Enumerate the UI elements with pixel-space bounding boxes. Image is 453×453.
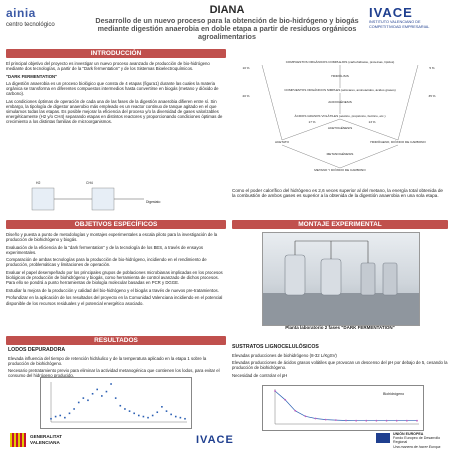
- diagram-pct-6: 13 %: [368, 120, 376, 124]
- objetivo-item: Evaluar el papel desempeñado por los principales grupos de poblaciones microbianas implicadas en los procesos biológicos de producción de biohidrógeno y biogás, como herramienta de control avanzado de dichos procesos. Para ello se pondrá a punto herramientas de biología molecular basadas en PCR y DGGE.: [6, 270, 223, 286]
- lodos-data-point: [64, 417, 66, 419]
- diagram-step-2: ACIDOGÉNESIS: [328, 100, 352, 104]
- lodos-data-point: [78, 402, 80, 404]
- section-objetivos-title: OBJETIVOS ESPECÍFICOS: [6, 220, 226, 229]
- biohidrogeno-data-point: [365, 420, 367, 422]
- lodos-data-point: [180, 417, 182, 419]
- ivace-logo-mark: IVACE: [369, 5, 413, 20]
- objetivo-item: Estudiar la mejora de la producción y calidad del bio-hidrógeno y el biogás a través de nuevos pre-tratamientos.: [6, 287, 219, 293]
- sustratos-item: Elevadas producciones de ácidos grasos volátiles que provocan un descenso del pH por debajo de 5, cesando la producción de biohidrógeno.: [232, 360, 448, 371]
- schema-ch4-label: CH4: [86, 181, 93, 185]
- lodos-data-point: [92, 393, 94, 395]
- intro-paragraph-2: La digestión anaerobia es un proceso biológico que consta de 4 etapas (figura1) durante las cuales la materia orgánica se transforma en diferentes compuestos intermedios hasta convertirse en biogás (metano y dióxido de carbono).: [6, 81, 219, 97]
- sustratos-item: Necesidad de controlar el pH: [232, 372, 288, 378]
- poster-title-block: [82, 4, 372, 42]
- schema-reactor-1: [32, 188, 54, 210]
- gas-meter-2: [383, 263, 397, 295]
- diagram-step-4: METANOGÉNESIS: [326, 152, 354, 156]
- legend-biohidrogeno: Biohidrógeno: [383, 392, 405, 396]
- diagram-arrow-7: [262, 65, 282, 140]
- footer: [0, 430, 453, 453]
- eu-logo-sub: Fondo Europeo de Desarrollo Regional: [393, 436, 441, 445]
- lodos-data-point: [87, 399, 89, 401]
- schema-digestate: Digestato: [146, 200, 161, 204]
- lodos-data-point: [110, 383, 112, 385]
- objetivos-list: [6, 232, 225, 308]
- gas-meter-1: [361, 263, 375, 295]
- biohidrogeno-data-point: [305, 415, 307, 417]
- diagram-arrow-6: [340, 145, 398, 168]
- intro-paragraph-3: Las condiciones óptimas de operación de cada una de las fases de la digestión anaerobia difieren entre sí. Sin embargo, la tipología de digestor anaerobio más empleado es un reactor continuo de tanque agitado en el que simulamos todas las etapas. Es posible mejorar la eficiencia del proceso y/o la diversidad de gases valorizables energéticamente (H2 y/o CH4) separando etapas en distintos reactores y proporcionando condiciones óptimas de crecimiento a los distintas familias de microorganismos.: [6, 99, 223, 125]
- ainia-logo: ainia: [6, 6, 36, 20]
- diagram-node-5: METANO Y DIÓXIDO DE CARBONO: [314, 168, 366, 172]
- gva-logo-text: GENERALITAT VALENCIANA: [30, 434, 62, 445]
- poster-title: DIANA: [209, 4, 245, 16]
- schema-h2-label: H2: [36, 181, 41, 185]
- ivace-logo-sub: INSTITUTO VALENCIANO DE COMPETITIVIDAD EMPRESARIAL: [369, 20, 430, 29]
- lodos-data-point: [184, 418, 186, 420]
- lodos-data-point: [55, 416, 57, 418]
- lodos-chart-points: [50, 383, 186, 419]
- eu-logo-title: UNIÓN EUROPEA: [393, 432, 424, 436]
- diagram-node-4b: HIDRÓGENO, DIÓXIDO DE CARBONO: [370, 140, 426, 144]
- lodos-data-point: [106, 391, 108, 393]
- diagram-step-1: HIDRÓLISIS: [331, 74, 349, 78]
- lodos-data-point: [166, 410, 168, 412]
- biohidrogeno-data-point: [345, 420, 347, 422]
- two-stage-schema: [6, 178, 226, 218]
- diagram-arrow-8: [398, 65, 418, 140]
- biohidrogeno-data-point: [355, 420, 357, 422]
- lodos-data-point: [73, 408, 75, 410]
- bench: [263, 293, 419, 325]
- lab-plant-photo: [262, 232, 420, 326]
- lodos-data-point: [129, 410, 131, 412]
- header: [0, 0, 453, 50]
- intro-dark-fermentation-heading: "DARK FERMENTATION": [6, 73, 58, 79]
- objetivo-item: Profundizar en la aplicación de los resultados del proyecto en la Comunidad Valenciana incidiendo en el potencial disponible de los recursos residuales y el potencial energético asociado.: [6, 295, 223, 306]
- lodos-data-point: [69, 413, 71, 415]
- eu-logo-block: [393, 432, 451, 449]
- biohidrogeno-data-point: [406, 420, 408, 422]
- biohidrogeno-data-point: [416, 420, 418, 422]
- lodos-data-point: [96, 389, 98, 391]
- lodos-data-point: [50, 418, 52, 420]
- lodos-data-point: [170, 414, 172, 416]
- lodos-data-point: [161, 406, 163, 408]
- lodos-data-point: [138, 415, 140, 417]
- diagram-pct-1: 10 %: [242, 66, 250, 70]
- biohidrogeno-data-point: [376, 420, 378, 422]
- intro-text: [6, 61, 225, 127]
- lodos-data-point: [115, 397, 117, 399]
- objetivo-item: Diseño y puesta a punto de metodologías y montajes experimentales a escala piloto para la investigación de la producción de biohidrógeno y biogás.: [6, 232, 218, 243]
- lodos-data-point: [143, 416, 145, 418]
- diagram-node-4a: ACETATO: [274, 140, 290, 144]
- section-montaje-title: MONTAJE EXPERIMENTAL: [232, 220, 448, 229]
- anaerobic-digestion-diagram: [232, 55, 448, 183]
- lodos-item: Elevada influencia del tiempo de retención hidráulico y de la temperatura aplicado en la etapa 1 sobre la producción de biohidrógeno.: [8, 355, 207, 366]
- biohidrogeno-data-point: [386, 420, 388, 422]
- lodos-data-point: [120, 405, 122, 407]
- biohidrogeno-data-point: [294, 410, 296, 412]
- lodos-data-point: [101, 395, 103, 397]
- lodos-data-point: [59, 415, 61, 417]
- sustratos-title: SUSTRATOS LIGNOCELULÓSICOS: [232, 344, 319, 350]
- reactor-vessel-1: [285, 255, 305, 295]
- diagram-pct-2: 5 %: [429, 66, 435, 70]
- reactor-vessel-2: [321, 259, 341, 295]
- eu-flag-icon: [376, 433, 390, 443]
- section-resultados-title: RESULTADOS: [6, 336, 226, 345]
- lab-plant-illustration: [263, 233, 419, 325]
- diagram-pct-3: 20 %: [242, 94, 250, 98]
- intro-energy-note: Como el poder calorífico del hidrógeno es 2,6 veces superior al del metano, la energía total obtenida de la combustión de ambos gases es superior a la obtenida de la digestión anaerobia en una sola etapa.: [232, 188, 443, 199]
- diagram-node-1: COMPUESTOS ORGÁNICOS COMPLEJOS (carbohidratos, proteínas, lípidos): [285, 60, 395, 64]
- lodos-data-point: [83, 397, 85, 399]
- lodos-item: Necesario pretratamiento previo para eliminar la actividad metanogénica que contienen los lodos, para evitar el consumo del hidrógeno producido.: [8, 368, 220, 379]
- lodos-data-point: [147, 417, 149, 419]
- lodos-data-point: [156, 411, 158, 413]
- biohidrogeno-data-point: [325, 419, 327, 421]
- biohidrogeno-data-point: [284, 399, 286, 401]
- sustratos-block: [232, 345, 448, 380]
- diagram-pct-5: 17 %: [308, 120, 316, 124]
- biohidrogeno-data-point: [396, 420, 398, 422]
- lodos-chart: [40, 377, 192, 429]
- lodos-data-point: [175, 416, 177, 418]
- sustratos-chart: [262, 385, 424, 431]
- gva-flag-icon: [10, 433, 26, 447]
- ivace-logo: [369, 5, 447, 29]
- schema-reactor-2: [92, 188, 114, 210]
- poster-subtitle: Desarrollo de un nuevo proceso para la obtención de bio-hidrógeno y biogás mediante digestión anaerobia en doble etapa a partir de residuos orgánicos agroalimentarios: [95, 16, 359, 42]
- lodos-title: LODOS DEPURADORA: [8, 347, 66, 353]
- sustratos-item: Elevadas producciones de biohidrógeno (8-32 L/KgSV): [232, 352, 337, 358]
- diagram-step-3: ACETOGÉNESIS: [327, 126, 353, 130]
- lodos-data-point: [152, 415, 154, 417]
- biohidrogeno-data-point: [335, 419, 337, 421]
- lodos-data-point: [124, 408, 126, 410]
- biohidrogeno-data-point: [315, 418, 317, 420]
- objetivo-item: Evaluación de la eficiencia de la "dark fermentation" y de la tecnología de los BES, a través de ensayos experimentales.: [6, 244, 204, 255]
- lab-plant-caption: Planta laboratorio 2 fases "DARK FERMENTATION": [285, 325, 395, 330]
- diagram-node-3: ÁCIDOS GRASOS VOLÁTILES (acético, propiónico, butírico, etc.): [294, 114, 386, 118]
- objetivo-item: Comparación de ambas tecnologías para la producción de bio-hidrógeno, incidiendo en el rendimiento de producción, problemáticas y limitaciones de operación.: [6, 257, 207, 268]
- lodos-data-point: [133, 413, 135, 415]
- biohidrogeno-data-point: [274, 390, 276, 392]
- diagram-node-2: COMPUESTOS ORGÁNICOS SIMPLES (azúcares, aminoácidos, ácidos grasos): [284, 88, 396, 92]
- intro-paragraph-1: El principal objetivo del proyecto es investigar un nuevo proceso avanzado de producción de bio-hidrógeno mediante dos tecnologías, a partir de la "Dark fermentation" y de los Sistemas Bioelectroquímicos.: [6, 61, 210, 72]
- diagram-pct-4: 35 %: [428, 94, 436, 98]
- ivace-footer-logo: IVACE: [196, 434, 234, 446]
- section-intro-title: INTRODUCCIÓN: [6, 49, 226, 58]
- ainia-logo-sub: centro tecnológico: [6, 22, 55, 28]
- eu-logo-motto: Una manera de hacer Europa: [393, 444, 441, 449]
- diagram-arrow-5: [282, 145, 340, 168]
